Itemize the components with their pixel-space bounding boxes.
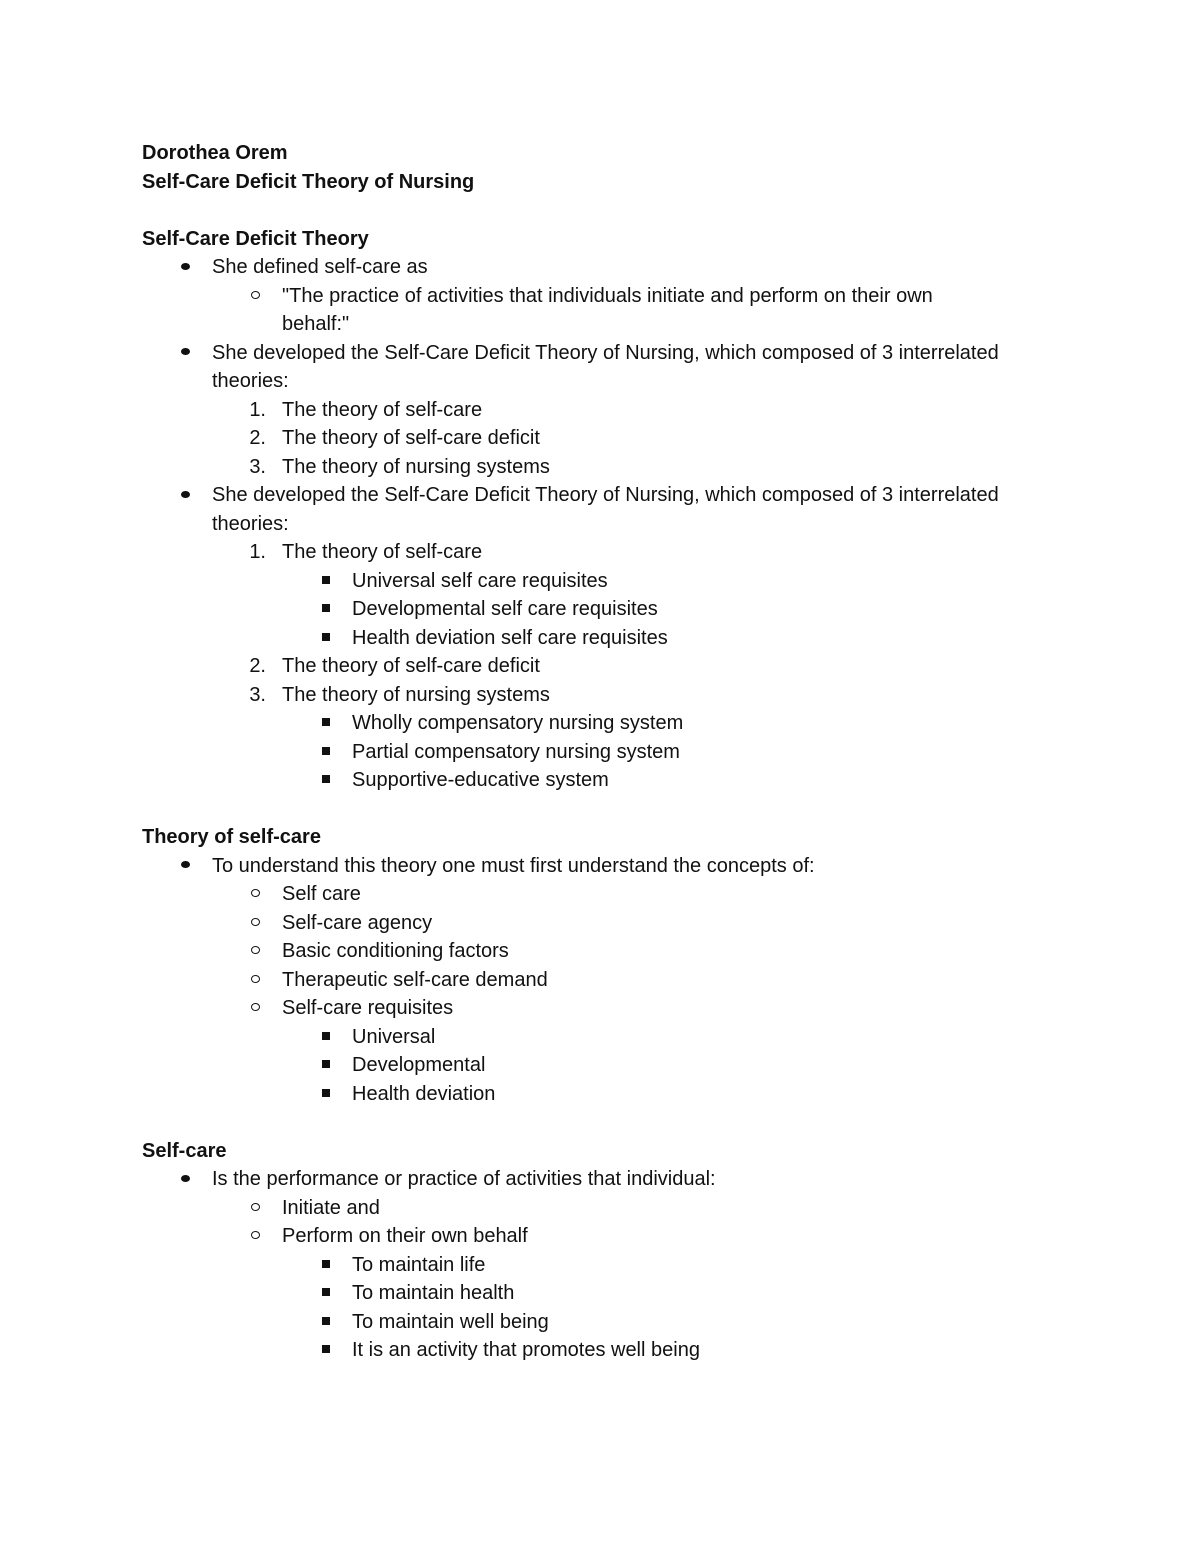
list-item: Wholly compensatory nursing system	[142, 709, 1002, 738]
blank-line	[142, 1108, 1002, 1137]
bullet-circle-icon	[246, 1222, 260, 1251]
list-item: To understand this theory one must first understand the concepts of:	[142, 852, 1002, 881]
list-item: "The practice of activities that individuals initiate and perform on their own behalf:"	[142, 282, 1002, 339]
section-heading-self-care-deficit-theory: Self-Care Deficit Theory	[142, 227, 369, 250]
bullet-dot-icon	[176, 481, 190, 510]
bullet-square-icon	[316, 1279, 330, 1308]
list-item: To maintain well being	[142, 1308, 1002, 1337]
bullet-square-icon	[316, 1308, 330, 1337]
bullet-dot-icon	[176, 1165, 190, 1194]
list-item: Is the performance or practice of activities that individual:	[142, 1165, 1002, 1194]
numbered-item: 2. The theory of self-care deficit	[249, 655, 540, 677]
list-item: She developed the Self-Care Deficit Theory of Nursing, which composed of 3 interrelated theories:	[142, 481, 1002, 538]
bullet-square-icon	[316, 1336, 330, 1365]
document-body	[142, 139, 1002, 1365]
numbered-item: 3. The theory of nursing systems	[249, 683, 550, 706]
bullet-circle-icon	[246, 909, 260, 938]
bullet-square-icon	[316, 1023, 330, 1052]
document-title: Dorothea Orem	[142, 142, 288, 164]
list-item: Developmental	[142, 1051, 1002, 1080]
list-item: Initiate and	[142, 1194, 1002, 1223]
section-heading-self-care: Self-care	[142, 1139, 227, 1162]
bullet-square-icon	[316, 567, 330, 596]
list-item: To maintain health	[142, 1279, 1002, 1308]
bullet-square-icon	[316, 595, 330, 624]
bullet-circle-icon	[246, 937, 260, 966]
numbered-item: 3. The theory of nursing systems	[249, 455, 550, 478]
bullet-circle-icon	[246, 880, 260, 909]
blank-line	[142, 196, 1002, 225]
list-item: Universal	[142, 1023, 1002, 1052]
bullet-square-icon	[316, 1251, 330, 1280]
numbered-item: 2. The theory of self-care deficit	[249, 427, 540, 449]
list-item: She defined self-care as	[142, 253, 1002, 282]
list-item: Health deviation	[142, 1080, 1002, 1109]
document-subtitle: Self-Care Deficit Theory of Nursing	[142, 170, 475, 193]
bullet-dot-icon	[176, 253, 190, 282]
list-item: Supportive-educative system	[142, 766, 1002, 795]
bullet-dot-icon	[176, 339, 190, 368]
list-item: Perform on their own behalf	[142, 1222, 1002, 1251]
list-item: To maintain life	[142, 1251, 1002, 1280]
section-heading-theory-of-self-care: Theory of self-care	[142, 826, 321, 848]
bullet-circle-icon	[246, 1194, 260, 1223]
bullet-circle-icon	[246, 282, 260, 311]
list-item: It is an activity that promotes well being	[142, 1336, 1002, 1365]
bullet-square-icon	[316, 624, 330, 653]
list-item: Therapeutic self-care demand	[142, 966, 1002, 995]
list-item: She developed the Self-Care Deficit Theory of Nursing, which composed of 3 interrelated theories:	[142, 339, 1002, 396]
bullet-square-icon	[316, 1051, 330, 1080]
list-item: Universal self care requisites	[142, 567, 1002, 596]
list-item: Health deviation self care requisites	[142, 624, 1002, 653]
blank-line	[142, 795, 1002, 824]
bullet-square-icon	[316, 738, 330, 767]
bullet-dot-icon	[176, 852, 190, 881]
list-item: Developmental self care requisites	[142, 595, 1002, 624]
bullet-square-icon	[316, 1080, 330, 1109]
bullet-square-icon	[316, 709, 330, 738]
bullet-circle-icon	[246, 994, 260, 1023]
bullet-circle-icon	[246, 966, 260, 995]
list-item: Partial compensatory nursing system	[142, 738, 1002, 767]
list-item: Basic conditioning factors	[142, 937, 1002, 966]
list-item: Self-care requisites	[142, 994, 1002, 1023]
numbered-item: 1. The theory of self-care	[249, 541, 483, 563]
list-item: Self-care agency	[142, 909, 1002, 938]
numbered-item: 1. The theory of self-care	[249, 398, 483, 421]
bullet-square-icon	[316, 766, 330, 795]
list-item: Self care	[142, 880, 1002, 909]
